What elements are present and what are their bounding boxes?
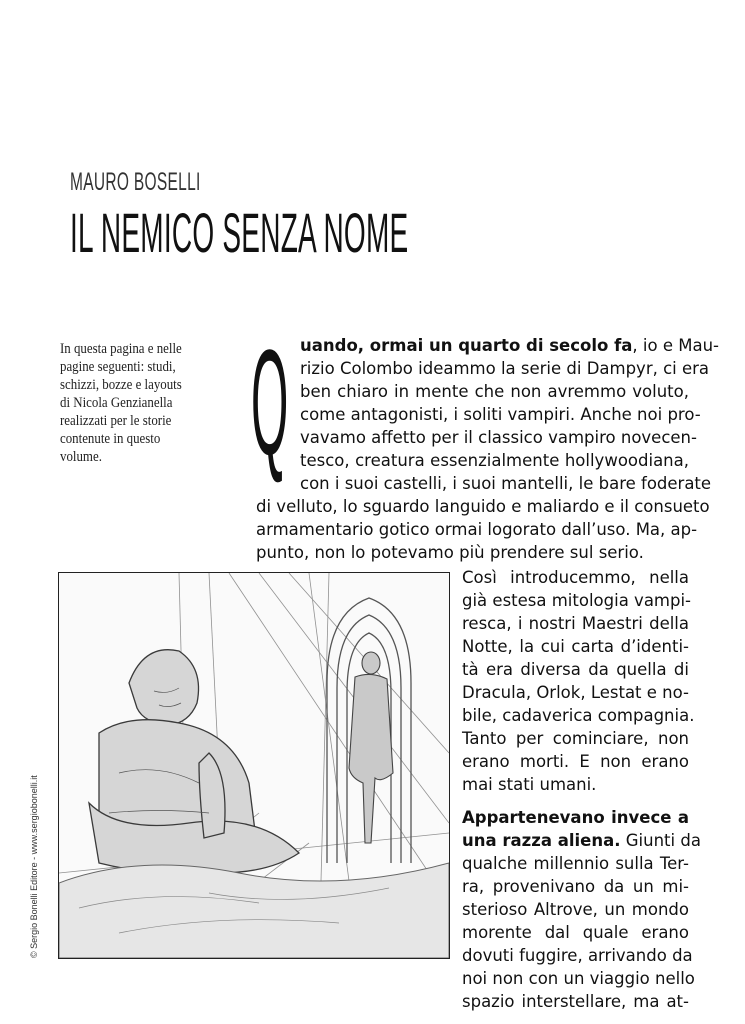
body-line <box>462 808 689 827</box>
sidenote-line: schizzi, bozze e layouts <box>60 377 182 393</box>
sidenote-line: realizzati per le storie <box>60 413 172 429</box>
lead-in: Appartenevano invece a <box>462 808 689 827</box>
sidenote-line: pagine seguenti: studi, <box>60 359 176 375</box>
sidenote-line: contenute in questo <box>60 431 161 447</box>
article-title: IL NEMICO SENZA NOME <box>70 201 409 264</box>
body-text: , io e Mau- <box>632 336 719 355</box>
body-line: già estesa mitologia vampi- <box>462 591 692 610</box>
lead-in: una razza aliena. <box>462 831 621 850</box>
body-text: Giunti da <box>620 831 701 850</box>
body-line: vavamo affetto per il classico vampiro novecen- <box>300 428 697 447</box>
sidenote-line: volume. <box>60 449 102 465</box>
body-line: tà era diversa da quella di <box>462 660 689 679</box>
body-line: noi non con un viaggio nello <box>462 969 695 988</box>
body-line: mai stati umani. <box>462 775 597 794</box>
drop-cap: Q <box>251 318 289 486</box>
body-line <box>300 336 719 355</box>
body-line: erano morti. E non erano <box>462 752 689 771</box>
body-line: di velluto, lo sguardo languido e maliardo e il consueto <box>256 497 710 516</box>
body-line: morente dal quale erano <box>462 923 689 942</box>
lead-in: uando, ormai un quarto di secolo fa <box>300 336 633 355</box>
body-line: Così introducemmo, nella <box>462 568 689 587</box>
body-line: Notte, la cui carta d’identi- <box>462 637 689 656</box>
body-line: bile, cadaverica compagnia. <box>462 706 695 725</box>
body-line: armamentario gotico ormai logorato dall’uso. Ma, ap- <box>256 520 698 539</box>
body-line: resca, i nostri Maestri della <box>462 614 689 633</box>
body-line: Tanto per cominciare, non <box>462 729 689 748</box>
body-line: tesco, creatura essenzialmente hollywoodiana, <box>300 451 689 470</box>
body-line: punto, non lo potevamo più prendere sul serio. <box>256 543 644 562</box>
body-line: dovuti fuggire, arrivando da <box>462 946 693 965</box>
author-name: MAURO BOSELLI <box>70 168 201 196</box>
body-line: con i suoi castelli, i suoi mantelli, le bare foderate <box>300 474 712 493</box>
sidenote-line: di Nicola Genzianella <box>60 395 173 411</box>
pencil-sketch <box>59 573 449 958</box>
sketch-illustration <box>58 572 450 959</box>
body-line: qualche millennio sulla Ter- <box>462 854 689 873</box>
body-line: spazio interstellare, ma at- <box>462 992 689 1011</box>
sidenote-line: In questa pagina e nelle <box>60 341 182 357</box>
body-line: sterioso Altrove, un mondo <box>462 900 689 919</box>
copyright-notice: © Sergio Bonelli Editore - www.sergiobonelli.it <box>29 775 39 958</box>
body-line: Dracula, Orlok, Lestat e no- <box>462 683 689 702</box>
body-line: come antagonisti, i soliti vampiri. Anche noi pro- <box>300 405 701 424</box>
body-line: ra, provenivano da un mi- <box>462 877 689 896</box>
body-line <box>462 831 701 850</box>
body-line: ben chiaro in mente che non avremmo voluto, <box>300 382 689 401</box>
sidenote <box>60 340 240 466</box>
body-line: rizio Colombo ideammo la serie di Dampyr, ci era <box>300 359 710 378</box>
